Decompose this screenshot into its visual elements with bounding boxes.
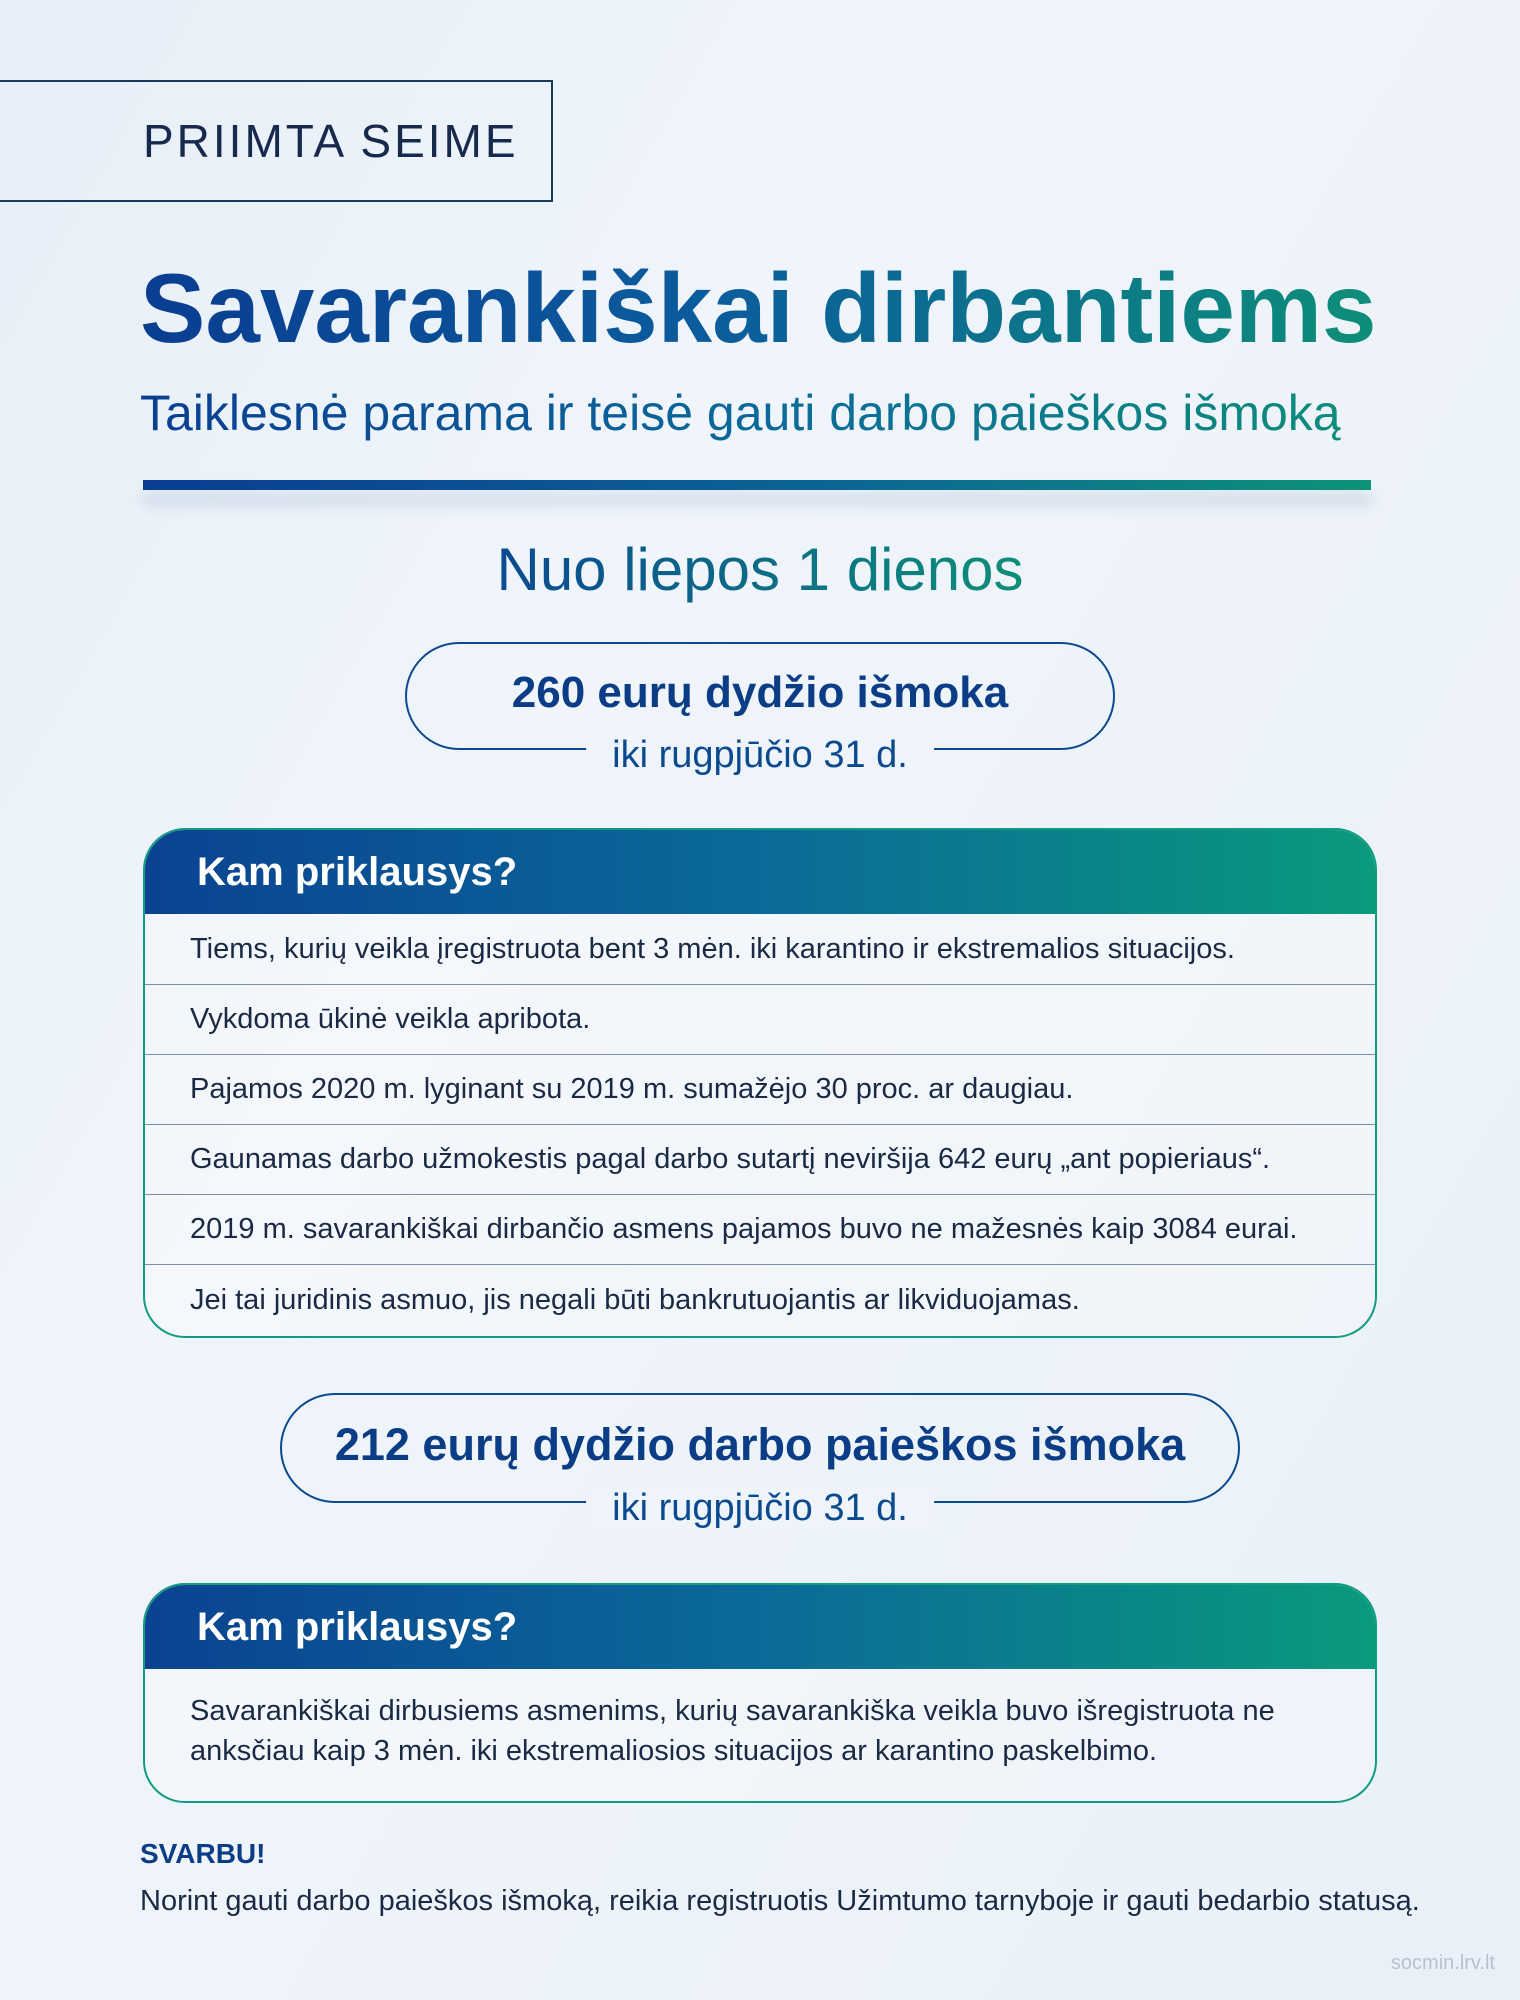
benefit-2-title: 212 eurų dydžio darbo paieškos išmoka (334, 1419, 1186, 1470)
page-title: Savarankiškai dirbantiems (140, 248, 1390, 368)
page-subtitle: Taiklesnė parama ir teisė gauti darbo paieškos išmoką (140, 378, 1390, 448)
card-1-rows (145, 914, 1375, 1336)
list-item: 2019 m. savarankiškai dirbančio asmens pajamos buvo ne mažesnės kaip 3084 eurai. (145, 1194, 1375, 1264)
list-item: Jei tai juridinis asmuo, jis negali būti bankrutuojantis ar likviduojamas. (145, 1264, 1375, 1336)
list-item: Pajamos 2020 m. lyginant su 2019 m. sumažėjo 30 proc. ar daugiau. (145, 1054, 1375, 1124)
date-heading (0, 530, 1520, 610)
card-2-line-1: Savarankiškai dirbusiems asmenims, kurių savarankiška veikla buvo išregistruota ne (190, 1695, 1275, 1727)
benefit-2-pill (280, 1393, 1240, 1529)
source-credit: socmin.lrv.lt (1390, 1952, 1495, 1974)
important-text: Norint gauti darbo paieškos išmoką, reikia registruotis Užimtumo tarnyboje ir gauti bedarbio statusą. (140, 1885, 1420, 1917)
card-2-header-text: Kam priklausys? (197, 1604, 518, 1649)
status-box (0, 80, 553, 202)
status-label: PRIIMTA SEIME (143, 115, 519, 167)
card-1-header-text: Kam priklausys? (197, 849, 518, 894)
eligibility-card-1 (143, 828, 1377, 1338)
benefit-1-title: 260 eurų dydžio išmoka (511, 668, 1009, 717)
list-item: Vykdoma ūkinė veikla apribota. (145, 984, 1375, 1054)
benefit-2-period: iki rugpjūčio 31 d. (586, 1487, 934, 1530)
benefit-1-period: iki rugpjūčio 31 d. (586, 734, 934, 777)
card-2-line-2: anksčiau kaip 3 mėn. iki ekstremaliosios situacijos ar karantino paskelbimo. (190, 1735, 1158, 1767)
card-2-text (145, 1669, 1375, 1801)
benefit-1-pill (405, 642, 1115, 776)
title-divider (143, 480, 1371, 490)
important-label: SVARBU! (140, 1838, 266, 1869)
list-item: Gaunamas darbo užmokestis pagal darbo sutartį neviršija 642 eurų „ant popieriaus“. (145, 1124, 1375, 1194)
list-item: Tiems, kurių veikla įregistruota bent 3 mėn. iki karantino ir ekstremalios situacijos. (190, 932, 1235, 965)
eligibility-card-2 (143, 1583, 1377, 1803)
card-2-header (145, 1585, 1375, 1669)
date-heading-text: Nuo liepos 1 dienos (496, 536, 1024, 603)
card-1-header (145, 830, 1375, 914)
